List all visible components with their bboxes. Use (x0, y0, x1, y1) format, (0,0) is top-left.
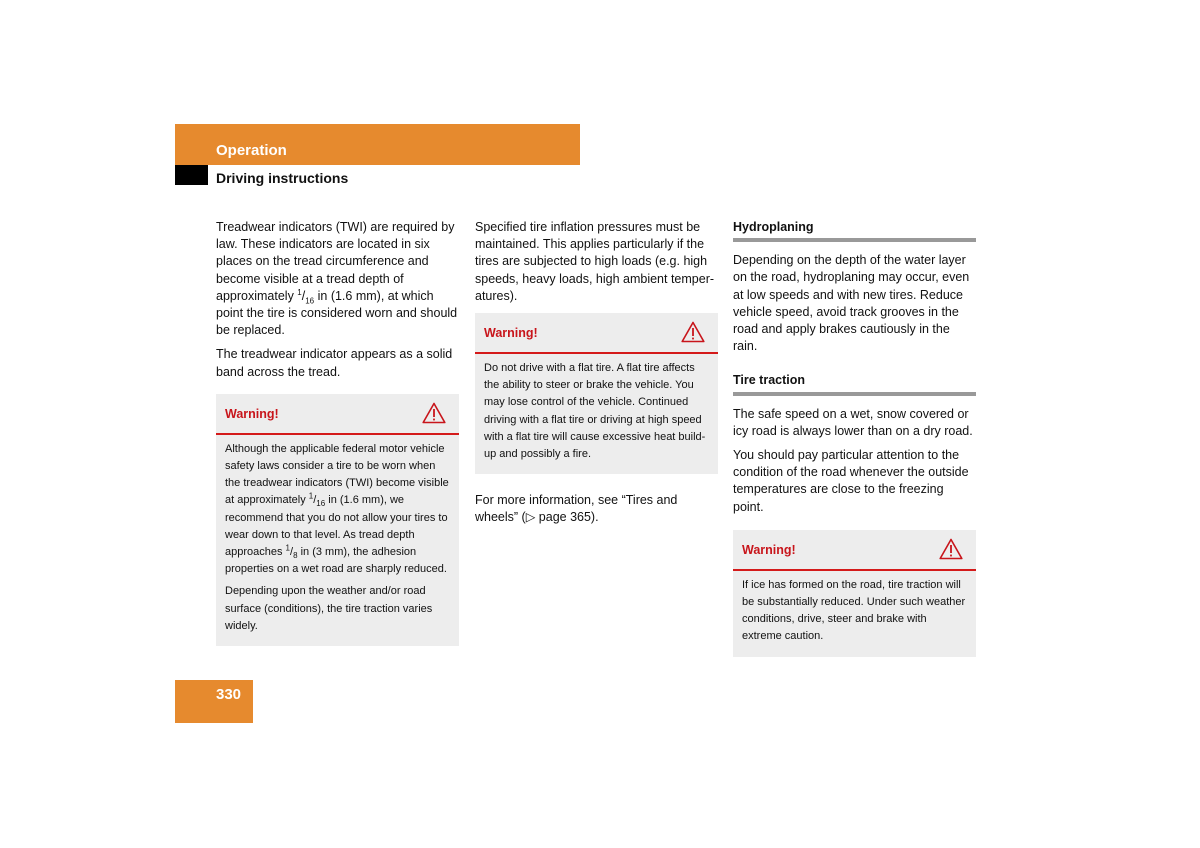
column-3 (733, 219, 976, 675)
warning-title: Warning! (742, 542, 796, 557)
warning-text: Do not drive with a flat tire. A flat tire affects the ability to steer or brake the vehicle. You may lose control of the vehicle. Continued driving with a flat tire or driving at high speed with a flat tire will cause excessive heat build-up and possibly a fire. (484, 362, 706, 461)
fraction-denominator: 8 (293, 551, 298, 561)
indicator-paragraph: The treadwear indicator appears as a solid band across the tread. (216, 347, 453, 379)
hydroplaning-heading: Hydroplaning (733, 219, 976, 242)
text-fragment: in (1.6 mm), we recommend that you do not allow your tires to wear down to that level. As tread depth approaches (225, 494, 448, 559)
column-1 (216, 219, 459, 664)
warning-body (475, 354, 718, 474)
text-fragment: in (1.6 mm), at which point the tire is considered worn and should be replaced. (216, 288, 458, 338)
text-fragment: in (3 mm), the adhesion properties on a wet road are sharply reduced. (225, 546, 447, 576)
warning-text: Depending upon the weather and/or road surface (conditions), the tire traction varies widely. (225, 585, 433, 632)
page-number-box (175, 680, 253, 723)
fraction-denominator: 16 (316, 499, 326, 509)
more-info-paragraph: For more information, see “Tires and wheels” (▷ page 365). (475, 493, 678, 525)
column-2 (475, 219, 718, 534)
warning-title: Warning! (225, 406, 279, 421)
tire-traction-heading: Tire traction (733, 372, 976, 395)
warning-body (733, 571, 976, 657)
section-marker (175, 165, 208, 185)
warning-triangle-icon (422, 402, 446, 424)
fraction: $^1/_8$ (285, 543, 298, 561)
fraction: $^1/_{16}$ (297, 287, 315, 306)
warning-triangle-icon (939, 538, 963, 560)
warning-title: Warning! (484, 326, 538, 341)
page-number: 330 (216, 686, 242, 703)
text-fragment: Although the applicable federal motor vehicle safety laws consider a tire to be worn when the treadwear indicators (TWI) become visible at approximately (225, 442, 449, 507)
road-condition-paragraph: You should pay particular attention to the condition of the road whenever the outside temperatures are close to the freezing point. (733, 448, 969, 514)
warning-header (733, 530, 976, 571)
fraction: $^1/_{16}$ (308, 491, 326, 509)
treadwear-paragraph (216, 219, 459, 339)
warning-text: If ice has formed on the road, tire traction will be substantially reduced. Under such weather conditions, drive, steer and brake with extreme caution. (742, 578, 966, 643)
warning-header (216, 394, 459, 435)
warning-text (225, 441, 450, 579)
hydroplaning-paragraph: Depending on the depth of the water layer on the road, hydroplaning may occur, even at low speeds and with new tires. Reduce vehicle speed, avoid track grooves in the road and apply brakes cautiously in the rain. (733, 253, 970, 354)
warning-box (475, 313, 718, 474)
warning-box (216, 394, 459, 646)
subsection-title: Driving instructions (216, 170, 349, 186)
warning-header (475, 313, 718, 354)
warning-body (216, 435, 459, 646)
fraction-denominator: 16 (305, 296, 315, 306)
section-title: Operation (216, 142, 287, 159)
warning-box (733, 530, 976, 657)
fraction-numerator: 1 (308, 491, 314, 501)
fraction-numerator: 1 (285, 543, 290, 553)
traction-paragraph: The safe speed on a wet, snow covered or icy road is always lower than on a dry road. (733, 406, 973, 438)
warning-triangle-icon (681, 321, 705, 343)
text-fragment: Treadwear indicators (TWI) are required by law. These indicators are located in six places on the tread circumference and become visible at a tread depth of approximately (216, 220, 455, 303)
fraction-numerator: 1 (297, 287, 302, 297)
inflation-paragraph: Specified tire inflation pressures must be maintained. This applies particularly if the tires are subjected to high loads (e.g. high speeds, heavy loads, high ambient temper-atures). (475, 220, 715, 303)
